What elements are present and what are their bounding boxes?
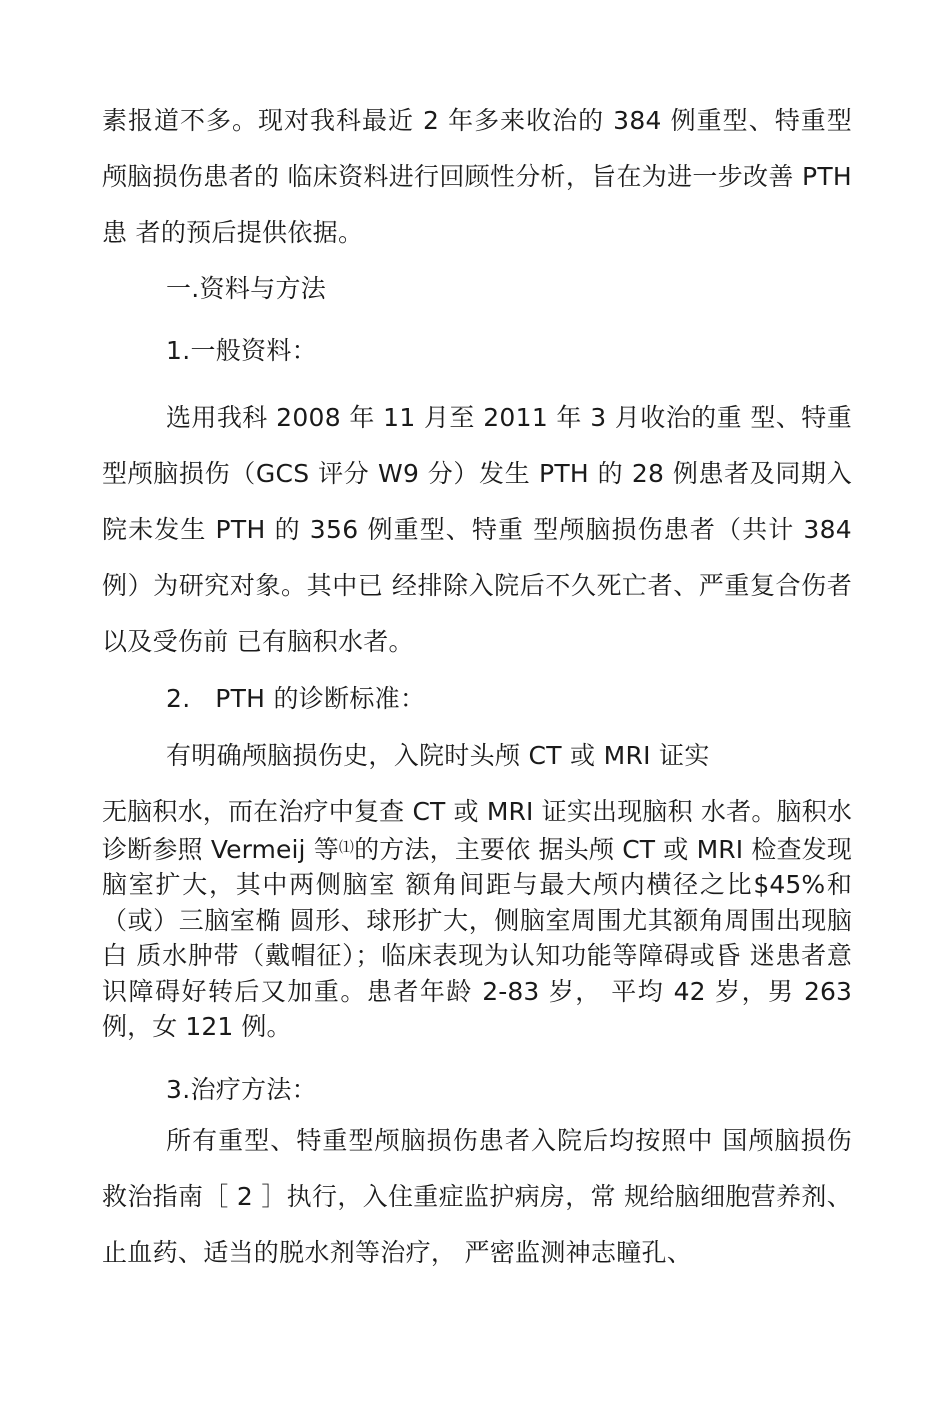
section-title-materials-methods: 一.资料与方法 (166, 274, 327, 303)
general-data-paragraph: 选用我科 2008 年 11 月至 2011 年 3 月收治的重 型、特重型颅脑损伤（GCS 评分 W9 分）发生 PTH 的 28 例患者及同期入院未发生 PTH 的 356 例重型、特重 型颅脑损伤患者（共计 384 例）为研究对象。其中已 经排除入院后不久死亡者、严重复合伤者以及受伤前 已有脑积水者。 (102, 403, 852, 656)
diagnostic-criteria-first-line: 有明确颅脑损伤史，入院时头颅 CT 或 MRI 证实 (166, 741, 710, 770)
subsection-title-general-data: 1.一般资料： (166, 336, 317, 365)
diagnostic-criteria-text-part-1: 无脑积水，而在治疗中复查 CT 或 MRI 证实出现脑积 水者。脑积水诊断参照 Vermeij 等 (102, 797, 852, 864)
subsection-title-diagnostic-criteria: 2. PTH 的诊断标准： (166, 684, 426, 713)
subsection-title-treatment: 3.治疗方法： (166, 1075, 317, 1104)
diagnostic-criteria-paragraph (102, 794, 852, 1045)
diagnostic-criteria-text-part-2: 的方法，主要依 据头颅 CT 或 MRI 检查发现脑室扩大，其中两侧脑室 额角间距与最大颅内横径之比$45%和（或）三脑室椭 圆形、球形扩大，侧脑室周围尤其额角周围出现脑白 质水肿带（戴帽征）；临床表现为认知功能等障碍或昏 迷患者意识障碍好转后又加重。患者年龄 2-83 岁， 平均 42 岁，男 263 例，女 121 例。 (102, 834, 852, 1041)
treatment-paragraph: 所有重型、特重型颅脑损伤患者入院后均按照中 国颅脑损伤救治指南［ 2 ］执行，入住重症监护病房，常 规给脑细胞营养剂、止血药、适当的脱水剂等治疗， 严密监测神志瞳孔、 (102, 1126, 852, 1267)
reference-marker: ⑴ (338, 837, 355, 856)
intro-paragraph: 素报道不多。现对我科最近 2 年多来收治的 384 例重型、特重型颅脑损伤患者的 临床资料进行回顾性分析，旨在为进一步改善 PTH 患 者的预后提供依据。 (102, 106, 852, 247)
